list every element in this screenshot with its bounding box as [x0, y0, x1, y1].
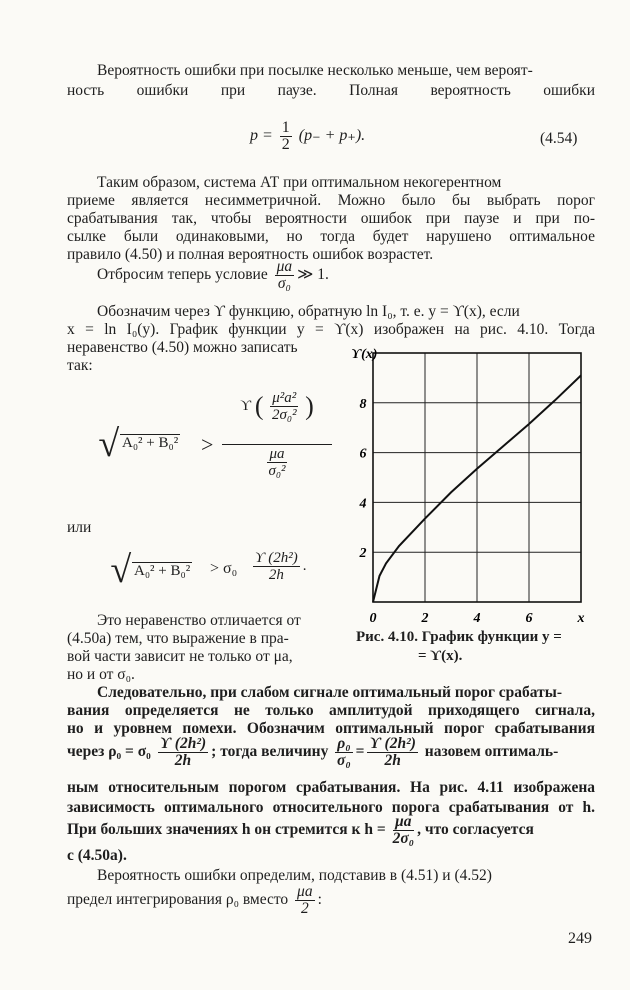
- rhs-fraction: [253, 550, 300, 583]
- condition-den: σ₀: [277, 274, 291, 292]
- rho-b-num: ρ₀: [337, 734, 351, 752]
- eq-rhs: (p₋ + p₊).: [298, 127, 366, 145]
- equation-4-54: [250, 120, 365, 153]
- rho-d: назовем оптималь-: [424, 743, 559, 760]
- rho-fraction-c: [367, 736, 417, 769]
- upper-expression: ϒ ( $\frac{\text{μ²a²}}{\text{2σ₀²}}$ ): [240, 390, 314, 423]
- inequality-2: [110, 548, 340, 598]
- lower-fraction: [267, 446, 286, 479]
- rhs-expression: [250, 550, 307, 583]
- caption-line: = ϒ(x).: [418, 648, 463, 664]
- text-line: приеме является несимметричной. Можно было бы выбрать порог: [67, 192, 595, 209]
- radicand: A₀² + B₀²: [134, 563, 191, 579]
- condition-line: [97, 258, 595, 292]
- text-line: но и от σ₀.: [67, 666, 135, 683]
- eq-fraction: [280, 120, 292, 153]
- x-tick-label: 0: [369, 611, 377, 626]
- main-fraction-bar: [222, 444, 332, 445]
- sqrt-sign: √: [110, 549, 131, 591]
- lower-den: σ₀²: [268, 463, 286, 479]
- last-fraction: [295, 884, 315, 917]
- last-a: предел интегрирования ρ₀ вместо: [67, 891, 289, 908]
- eq-lhs: p =: [250, 127, 273, 145]
- upper-den: 2σ₀²: [271, 407, 297, 423]
- rhs-tail: .: [302, 557, 307, 574]
- y-tick-label: 8: [359, 396, 367, 412]
- lower-expression: [222, 446, 332, 479]
- text-line: сылке были одинаковыми, но тогда будет нарушено оптимальное: [67, 228, 595, 245]
- text-line: ным относительным порогом срабатывания. На рис. 4.11 изображена: [67, 779, 595, 796]
- rho-a-num: ϒ (2h²): [159, 734, 207, 752]
- rho-a: через ρ₀ = σ₀: [67, 743, 151, 760]
- limit-fraction: [393, 814, 415, 847]
- condition-text: Отбросим теперь условие: [97, 266, 268, 283]
- last-line: [67, 882, 565, 918]
- upper-num: μ²a²: [272, 390, 297, 406]
- rhs-den: 2h: [268, 567, 284, 583]
- inequality-1: [98, 388, 338, 498]
- condition-tail: ≫ 1.: [297, 266, 329, 283]
- y-tick-label: 2: [359, 546, 367, 562]
- last-num: μa: [297, 882, 313, 900]
- rho-fraction-a: [158, 736, 208, 769]
- lower-num: μa: [269, 446, 285, 462]
- rhs-num: ϒ (2h²): [255, 550, 298, 566]
- text-line: Вероятность ошибки при посылке несколько меньше, чем вероят-: [97, 62, 533, 79]
- upper-fn: ϒ: [240, 397, 252, 414]
- text-line: с (4.50а).: [67, 847, 127, 864]
- text-line: вания определяется не только амплитудой приходящего сигнала,: [67, 702, 595, 719]
- rho-c-den: 2h: [384, 751, 401, 769]
- text-line: срабатывания так, чтобы вероятности ошибок при паузе и при по-: [67, 210, 595, 227]
- limit-b: , что согласуется: [417, 821, 534, 838]
- caption-line: Рис. 4.10. График функции y =: [356, 629, 562, 645]
- x-tick-label: 4: [473, 611, 481, 626]
- x-tick-label: 6: [525, 611, 533, 626]
- figure-4-10: [340, 340, 600, 640]
- text-line: Обозначим через ϒ функцию, обратную ln I₀, т. е. y = ϒ(x), если: [97, 303, 520, 320]
- text-line: Вероятность ошибки определим, подставив в (4.51) и (4.52): [97, 867, 492, 884]
- eq-frac-num: 1: [281, 119, 290, 136]
- text-line: неравенство (4.50) можно записать: [67, 339, 298, 356]
- last-den: 2: [300, 899, 309, 917]
- condition-num: μa: [276, 257, 293, 275]
- sqrt-sign: √: [98, 423, 119, 465]
- greater-sign: >: [201, 432, 214, 457]
- y-tick-label: 6: [359, 446, 367, 462]
- limit-num: μa: [393, 814, 415, 831]
- x-tick-label: x: [577, 611, 585, 626]
- rho-line: через ρ₀ = σ₀ $\frac{\text{ϒ (2h²)}}{2h}$ ; тогда величину $\frac{\text{ρ₀}}{\text{σ₀}}$ = $\frac{\text{ϒ (2h²)}}{2h}$ назовем оптималь-: [67, 734, 559, 769]
- text-line: Таким образом, система АТ при оптимальном некогерентном: [97, 174, 502, 191]
- y-axis-label: ϒ(x): [351, 347, 378, 362]
- text-line: правило (4.50) и полная вероятность ошибок возрастет.: [67, 246, 434, 263]
- radicand: A₀² + B₀²: [122, 435, 179, 451]
- limit-den: 2σ₀: [392, 829, 415, 847]
- rho-fraction-b: [335, 736, 352, 769]
- last-b: :: [317, 891, 322, 908]
- text-line: но и уровнем помехи. Обозначим оптимальный порог срабатывания: [67, 720, 595, 737]
- page-number: 249: [568, 930, 592, 947]
- y-tick-label: 4: [359, 496, 367, 512]
- rel-sigma: > σ₀: [210, 560, 238, 577]
- limit-a: При больших значениях h он стремится к h =: [67, 821, 386, 838]
- figure-caption: [356, 628, 562, 666]
- condition-fraction: [275, 259, 295, 292]
- text-line: Следовательно, при слабом сигнале оптимальный порог срабаты-: [97, 684, 563, 701]
- text-line: зависимость оптимального относительного порога срабатывания от h.: [67, 799, 595, 816]
- x-tick-label: 2: [421, 611, 429, 626]
- limit-line: [67, 812, 565, 848]
- rho-b-den: σ₀: [337, 751, 351, 769]
- rho-b: ; тогда величину: [211, 743, 329, 760]
- text-line: (4.50а) тем, что выражение в пра-: [67, 630, 289, 647]
- rho-a-den: 2h: [174, 751, 192, 769]
- text-line: Это неравенство отличается от: [97, 612, 301, 629]
- text-line: ность ошибки при паузе. Полная вероятность ошибки: [67, 82, 595, 99]
- equation-label: (4.54): [540, 130, 578, 147]
- eq-frac-den: 2: [281, 136, 290, 153]
- or-word: или: [67, 519, 92, 536]
- text-line: вой части зависит не только от μa,: [67, 648, 293, 665]
- text-line: x = ln I₀(y). График функции y = ϒ(x) изображен на рис. 4.10. Тогда: [67, 321, 595, 338]
- upper-fraction: [270, 390, 298, 423]
- text-line: так:: [67, 357, 93, 374]
- rho-c-num: ϒ (2h²): [369, 734, 416, 752]
